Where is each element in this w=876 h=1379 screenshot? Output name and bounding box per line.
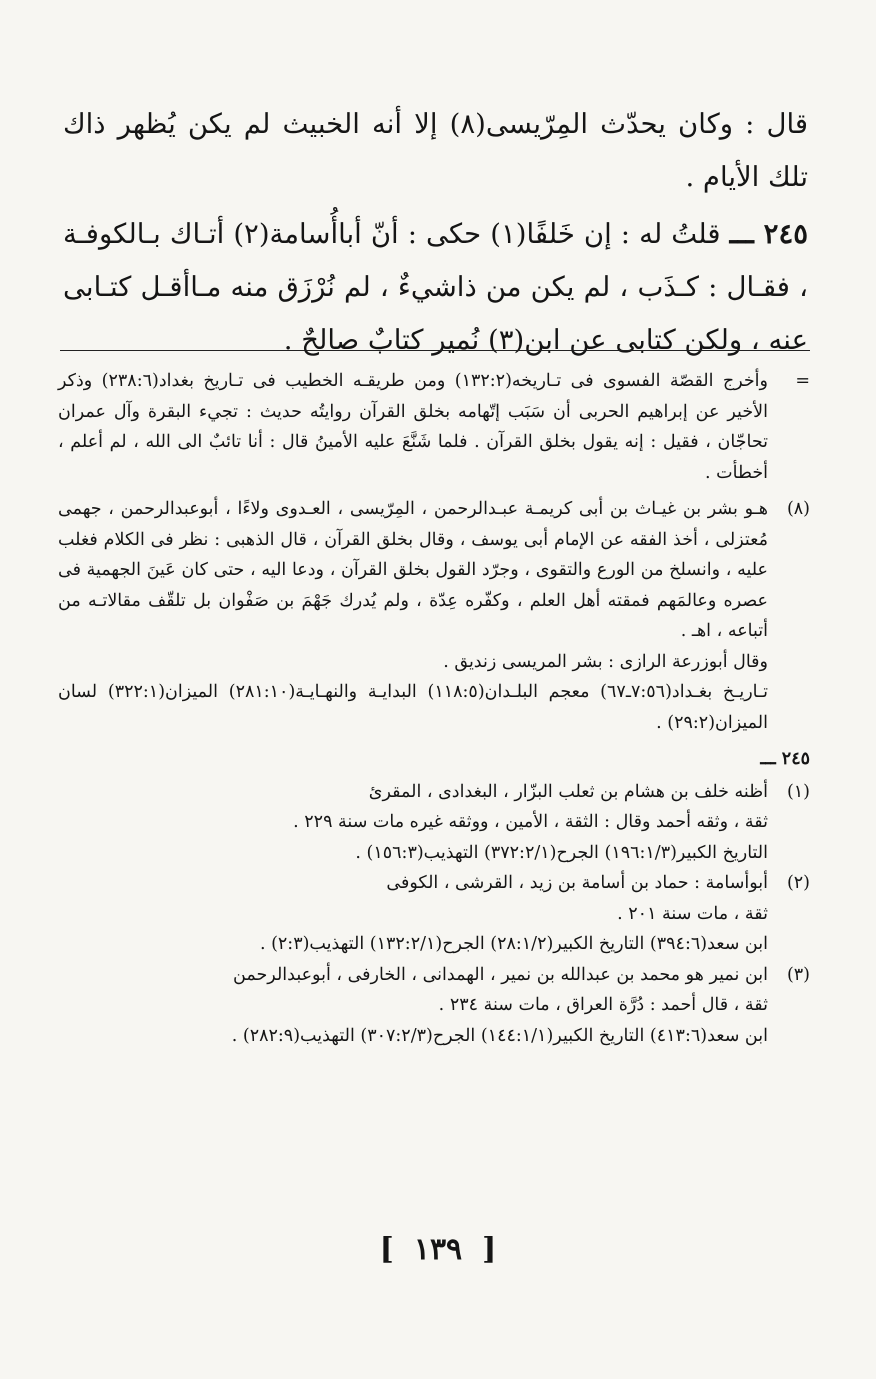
footnote-line: أظنه خلف بن هشام بن ثعلب البزّار ، البغدادى ، المقرئ	[368, 781, 768, 802]
page-number-close-bracket: ]	[482, 1232, 497, 1267]
main-text	[63, 98, 808, 367]
footnote-3	[58, 960, 810, 1052]
footnote-line: هـو بشر بن غيـاث بن أبى كريمـة عبـدالرحمن ، المِرّيسى ، العـدوى ولاءًا ، أبوعبدالرحمن ، جهمى مُعتزلى ، أخذ الفقه عن الإمام أبى يوسف ، وقال بخلق القرآن ، قال الذهبى : نظر فى الكلام فغلب عليه ، وانسلخ من الورع والتقوى ، وجرّد القول بخلق القرآن ، ودعا اليه ، حتى كان عَينَ الجهمية فى عصره وعالمَهم فمقته أهل العلم ، وكفّره عِدّة ، ولم يُدرك جَهْمَ بن صَفْوان بل تلقّف مقالاتـه من أتباعه ، اهـ .	[58, 499, 768, 641]
entry-number: ٢٤٥ ـــ	[729, 218, 808, 250]
footnote-line: أبوأسامة : حماد بن أسامة بن زيد ، القرشى ، الكوفى	[386, 873, 768, 893]
footnote-mark: (١)	[786, 781, 810, 802]
footnote-line: تـاريـخ بغـداد(٧:٥٦ـ٦٧) معجم البلـدان(١١٨:٥) البدايـة والنهـايـة(٢٨١:١٠) الميزان(٣٢٢:١) لسان الميزان(٢٩:٢) .	[58, 682, 768, 733]
footnote-section-heading: ٢٤٥ ـــ	[760, 749, 810, 769]
footnote-line: ثقة ، وثقه أحمد وقال : الثقة ، الأمين ، ووثقه غيره مات سنة ٢٢٩ .	[293, 812, 768, 832]
footnote-mark: (٣)	[786, 964, 810, 985]
footnote-1	[58, 777, 810, 869]
footnote-line: ابن سعد(٤١٣:٦) التاريخ الكبير(١٤٤:١/١) الجرح(٣٠٧:٢/٣) التهذيب(٢٨٢:٩) .	[231, 1025, 768, 1046]
footnote-mark: =	[795, 371, 810, 391]
page-number-open-bracket: [	[379, 1232, 394, 1267]
footnotes	[58, 366, 810, 1051]
entry-text: قلتُ له : إن خَلفًا(١) حكى : أنّ أباأُسامة(٢) أتـاك بـالكوفـة ، فقـال : كـذَب ، لم يكن من ذاشيءٌ ، لم نُرْزَق منه مـاأقـل كتـابى عنه ، ولكن كتابى عن ابن(٣) نُمير كتابٌ صالحٌ .	[63, 218, 808, 356]
entry-245	[63, 208, 808, 367]
main-paragraph-1: قال : وكان يحدّث المِرّيسى(٨) إلا أنه الخبيث لم يكن يُظهر ذاك تلك الأيام .	[63, 108, 808, 193]
footnote-line: ثقة ، مات سنة ٢٠١ .	[617, 903, 768, 924]
footnote-line: وقال أبوزرعة الرازى : بشر المريسى زنديق .	[443, 651, 768, 672]
footnote-mark: (٢)	[786, 873, 810, 893]
footnote-continuation	[58, 366, 810, 488]
footnote-mark: (٨)	[786, 499, 810, 519]
footnote-line: وأخرج القصّة الفسوى فى تـاريخه(١٣٢:٢) ومن طريقـه الخطيب فى تـاريخ بغداد(٢٣٨:٦) وذكر الأخير عن إبراهيم الحربى أن سَبَب إتّهامه بخلق القرآن روايتُه حديث : تجيء البقرة وآل عمران تحاجّان ، فقيل : إنه يقول بخلق القرآن . فلما شَنَّعَ عليه الأمينُ قال : أنا تائبٌ الى الله ، لم أعلم ، أخطأت .	[58, 371, 768, 483]
footnote-line: ابن نمير هو محمد بن عبدالله بن نمير ، الهمدانى ، الخارفى ، أبوعبدالرحمن	[233, 964, 768, 985]
page-number	[0, 1232, 876, 1267]
footnote-line: ثقة ، قال أحمد : دُرَّة العراق ، مات سنة ٢٣٤ .	[438, 995, 768, 1015]
page-number-value: ١٣٩	[413, 1232, 463, 1267]
footnote-8	[58, 494, 810, 738]
footnote-line: ابن سعد(٣٩٤:٦) التاريخ الكبير(٢٨:١/٢) الجرح(١٣٢:٢/١) التهذيب(٢:٣) .	[259, 934, 768, 954]
footnote-line: التاريخ الكبير(١٩٦:١/٣) الجرح(٣٧٢:٢/١) التهذيب(١٥٦:٣) .	[355, 842, 768, 863]
footnote-separator	[60, 350, 810, 351]
footnote-2	[58, 868, 810, 960]
